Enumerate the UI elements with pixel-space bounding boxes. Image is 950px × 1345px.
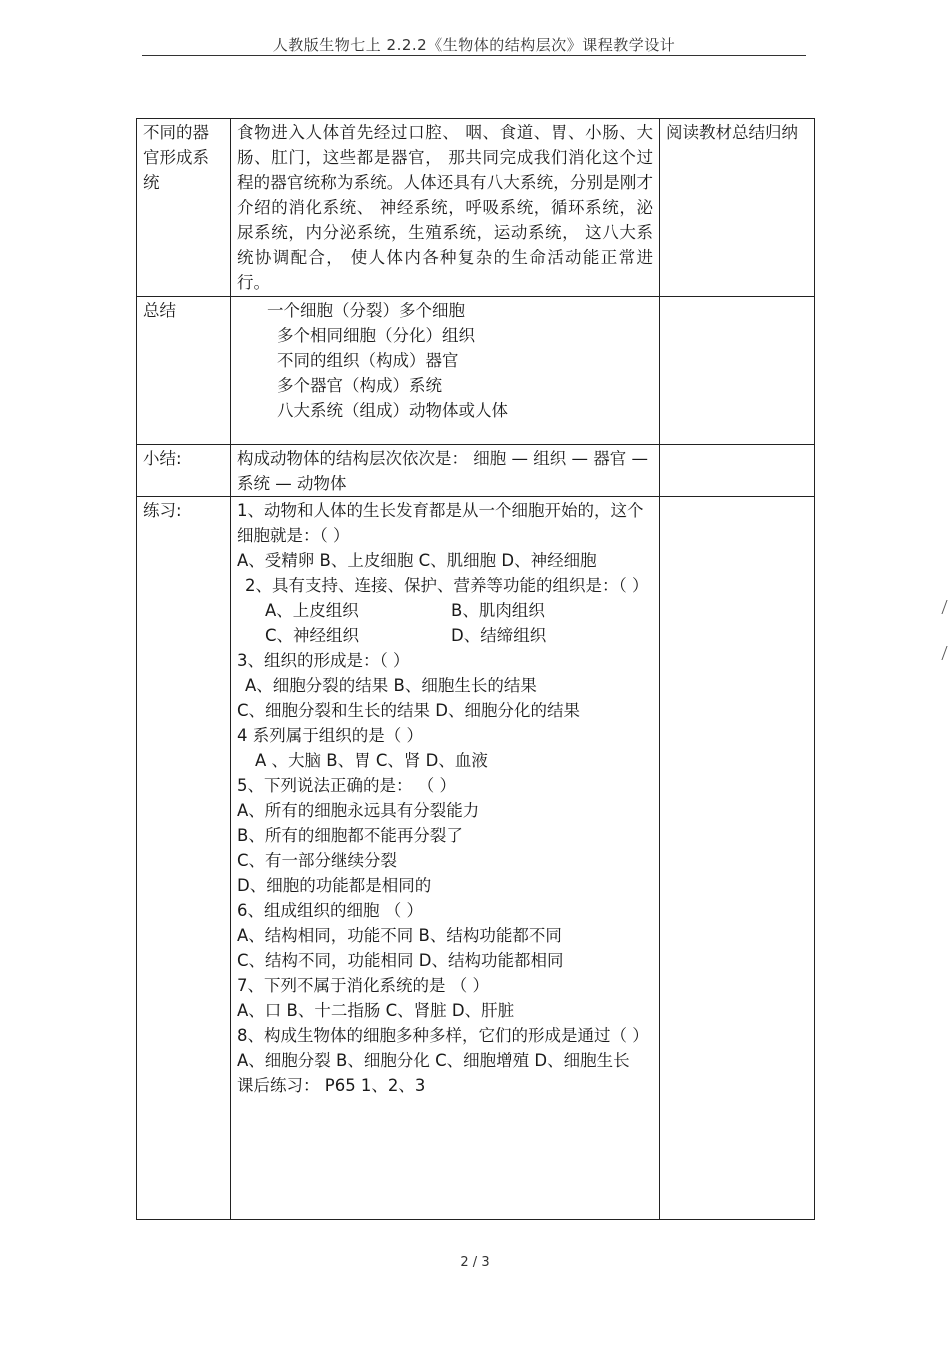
table-row-brief — [137, 445, 815, 497]
option-c: C、有一部分继续分裂 — [237, 851, 398, 870]
question-stem: 2、具有支持、连接、保护、营养等功能的组织是：（ ） — [245, 576, 649, 595]
question-options: A 、大脑 B、胃 C、肾 D、血液 — [255, 751, 488, 770]
option-c: C、神经组织 — [265, 626, 360, 645]
row-content-summary — [231, 297, 660, 445]
table-row-systems — [137, 119, 815, 297]
summary-line: 多个器官（构成）系统 — [277, 376, 442, 395]
question-stem: 3、组织的形成是：（ ） — [237, 651, 410, 670]
row-content-brief: 构成动物体的结构层次依次是： 细胞 — 组织 — 器官 — 系统 — 动物体 — [231, 445, 660, 497]
row-label-practice: 练习: — [137, 497, 231, 1220]
row-activity-summary — [660, 297, 815, 445]
question-options: C、结构不同，功能相同 D、结构功能都相同 — [237, 951, 564, 970]
summary-line: 不同的组织（构成）器官 — [277, 351, 459, 370]
question-stem: 8、构成生物体的细胞多种多样，它们的形成是通过（ ） — [237, 1026, 649, 1045]
question-stem: 4 系列属于组织的是（ ） — [237, 726, 423, 745]
question-options: A、受精卵 B、上皮细胞 C、肌细胞 D、神经细胞 — [237, 551, 597, 570]
question-stem: 7、下列不属于消化系统的是 （ ） — [237, 976, 489, 995]
summary-line: 八大系统（组成）动物体或人体 — [277, 401, 508, 420]
homework-note: 课后练习： P65 1、2、3 — [237, 1076, 426, 1095]
summary-line: 一个细胞（分裂）多个细胞 — [267, 301, 465, 320]
table-row-practice — [137, 497, 815, 1220]
row-activity-practice — [660, 497, 815, 1220]
edge-mark — [941, 600, 950, 614]
question-options: A、口 B、十二指肠 C、肾脏 D、肝脏 — [237, 1001, 515, 1020]
option-d: D、细胞的功能都是相同的 — [237, 876, 432, 895]
edge-mark — [941, 646, 950, 660]
option-a: A、所有的细胞永远具有分裂能力 — [237, 801, 480, 820]
header-divider — [142, 55, 806, 56]
question-options: C、细胞分裂和生长的结果 D、细胞分化的结果 — [237, 701, 580, 720]
table-row-summary — [137, 297, 815, 445]
question-options — [237, 598, 653, 623]
row-activity-brief — [660, 445, 815, 497]
question-stem: 5、下列说法正确的是： （ ） — [237, 776, 456, 795]
row-label-summary: 总结 — [137, 297, 231, 445]
summary-line: 多个相同细胞（分化）组织 — [277, 326, 475, 345]
question-options: A、细胞分裂 B、细胞分化 C、细胞增殖 D、细胞生长 — [237, 1051, 630, 1070]
row-label-systems: 不同的器官形成系统 — [137, 119, 231, 297]
question-stem: 1、动物和人体的生长发育都是从一个细胞开始的，这个细胞就是：（ ） — [237, 501, 644, 545]
page-number: 2 / 3 — [460, 1255, 490, 1270]
question-options: A、结构相同，功能不同 B、结构功能都不同 — [237, 926, 562, 945]
row-content-practice — [231, 497, 660, 1220]
question-options — [237, 623, 653, 648]
option-d: D、结缔组织 — [451, 626, 547, 645]
page-header: 人教版生物七上 2.2.2《生物体的结构层次》课程教学设计 — [272, 36, 676, 54]
option-a: A、上皮组织 — [265, 601, 359, 620]
row-activity-systems: 阅读教材总结归纳 — [660, 119, 815, 297]
question-stem: 6、组成组织的细胞 （ ） — [237, 901, 423, 920]
lesson-plan-table — [136, 118, 815, 1220]
option-b: B、肌肉组织 — [451, 601, 545, 620]
row-label-brief: 小结: — [137, 445, 231, 497]
option-b: B、所有的细胞都不能再分裂了 — [237, 826, 463, 845]
question-options: A、细胞分裂的结果 B、细胞生长的结果 — [245, 676, 537, 695]
row-content-systems: 食物进入人体首先经过口腔、 咽、食道、胃、小肠、大肠、肛门，这些都是器官， 那共同完成我们消化这个过程的器官统称为系统。人体还具有八大系统，分别是刚才介绍的消化系统、 神经系统，呼吸系统，循环系统，泌尿系统，内分泌系统，生殖系统，运动系统， 这八大系统协调配合， 使人体内各种复杂的生命活动能正常进行。 — [231, 119, 660, 297]
